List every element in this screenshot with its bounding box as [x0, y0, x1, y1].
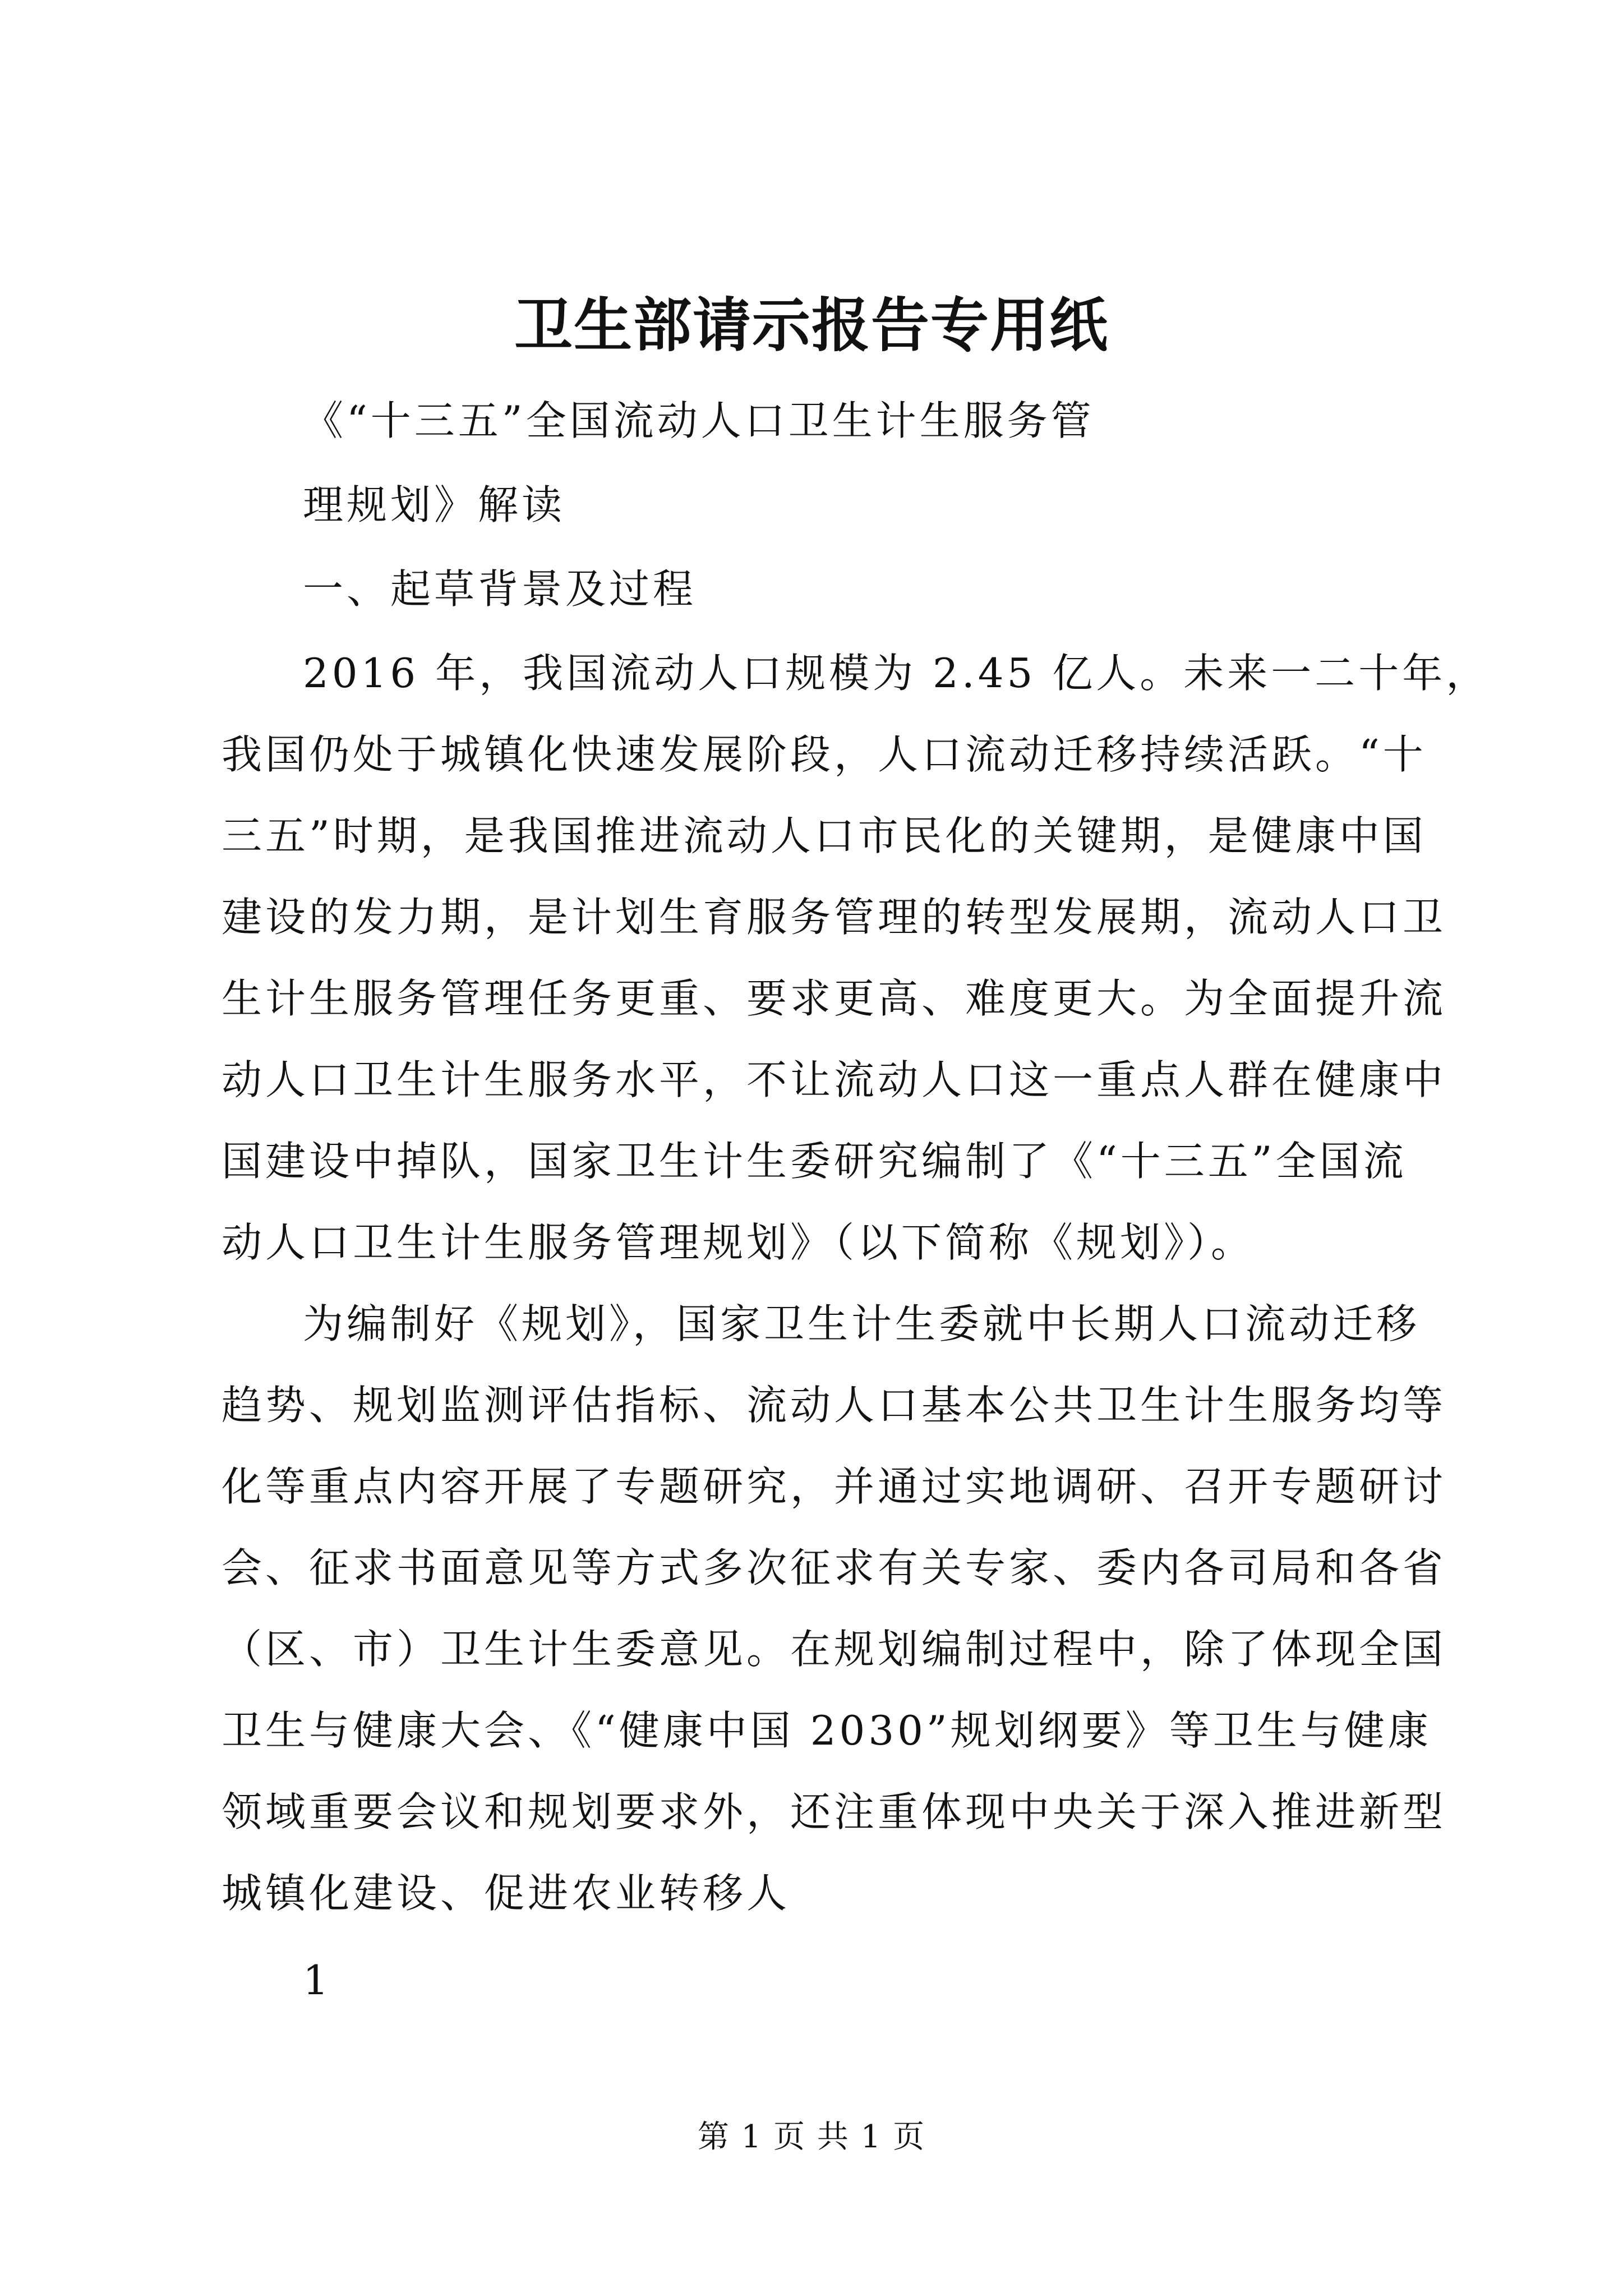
paragraph-1-line: 我国仍处于城镇化快速发展阶段，人口流动迁移持续活跃。“十	[222, 731, 1427, 778]
section-heading: 一、起草背景及过程	[303, 565, 697, 613]
paragraph-1-line: 三五”时期，是我国推进流动人口市民化的关键期，是健康中国	[222, 812, 1427, 859]
paragraph-2-line: 会、征求书面意见等方式多次征求有关专家、委内各司局和各省	[222, 1544, 1447, 1591]
paragraph-1-line: 生计生服务管理任务更重、要求更高、难度更大。为全面提升流	[222, 975, 1447, 1022]
paragraph-1-line: 建设的发力期，是计划生育服务管理的转型发展期，流动人口卫	[222, 894, 1447, 941]
paragraph-2-line: 城镇化建设、促进农业转移人	[222, 1870, 791, 1917]
paragraph-2-line: 化等重点内容开展了专题研究，并通过实地调研、召开专题研讨	[222, 1463, 1447, 1510]
paragraph-2-line: （区、市）卫生计生委意见。在规划编制过程中，除了体现全国	[222, 1626, 1447, 1673]
paragraph-2-line: 领域重要会议和规划要求外，还注重体现中央关于深入推进新型	[222, 1788, 1447, 1835]
paragraph-1-line: 动人口卫生计生服务水平，不让流动人口这一重点人群在健康中	[222, 1056, 1447, 1103]
document-title: 卫生部请示报告专用纸	[514, 291, 1109, 360]
paragraph-2-line: 卫生与健康大会、《“健康中国 2030”规划纲要》等卫生与健康	[222, 1707, 1432, 1754]
body-page-number: 1	[303, 1957, 332, 2004]
subtitle-line-2: 理规划》解读	[303, 481, 566, 528]
paragraph-1-line: 2016 年，我国流动人口规模为 2.45 亿人。未来一二十年，	[303, 650, 1490, 697]
page-footer: 第 1 页 共 1 页	[697, 2119, 926, 2155]
paragraph-2-line: 趋势、规划监测评估指标、流动人口基本公共卫生计生服务均等	[222, 1382, 1447, 1429]
subtitle-line-1: 《“十三五”全国流动人口卫生计生服务管	[303, 397, 1095, 444]
paragraph-2-line: 为编制好《规划》，国家卫生计生委就中长期人口流动迁移	[303, 1300, 1421, 1347]
paragraph-1-line: 动人口卫生计生服务管理规划》（以下简称《规划》）。	[222, 1219, 1255, 1266]
paragraph-1-line: 国建设中掉队，国家卫生计生委研究编制了《“十三五”全国流	[222, 1138, 1407, 1185]
